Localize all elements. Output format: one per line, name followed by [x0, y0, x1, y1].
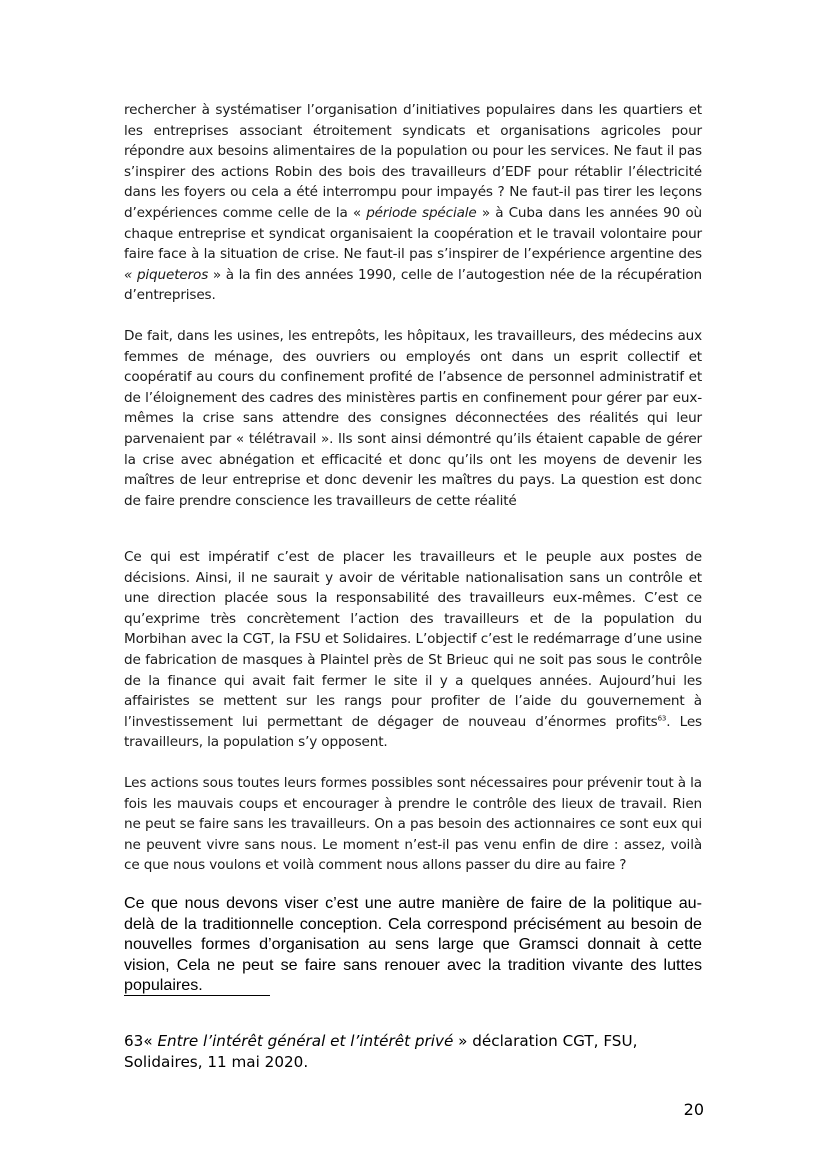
- paragraph-actions: Les actions sous toutes leurs formes possibles sont nécessaires pour prévenir tout à la fois les mauvais coups et encourager à prendre le contrôle des lieux de travail. Rien ne peut se faire sans les travailleurs. On a pas besoin des actionnaires ce sont eux qui ne peuvent vivre sans nous. Le moment n’est-il pas venu enfin de dire : assez, voilà ce que nous voulons et voilà comment nous allons passer du dire au faire ?: [124, 775, 702, 874]
- footnote-quote: «: [143, 1032, 158, 1050]
- page-number: 20: [683, 1100, 704, 1119]
- italic-term: période spéciale: [366, 204, 477, 221]
- paragraph-politique: Ce que nous devons viser c’est une autre manière de faire de la politique au-delà de la traditionnelle conception. Cela correspond précisément au besoin de nouvelles formes d’organisation au sens large que Gramsci donnait à cette vision, Cela ne peut se faire sans renouer avec la tradition vivante des luttes populaires.: [124, 894, 702, 994]
- paragraph-confinement: De fait, dans les usines, les entrepôts, les hôpitaux, les travailleurs, des médecins aux femmes de ménage, des ouvriers ou employés ont dans un esprit collectif et coopératif au cours du confinement profité de l’absence de personnel administratif et de l’éloignement des cadres des ministères partis en confinement pour gérer par eux-mêmes la crise sans attendre des consignes déconnectées des réalités qui leur parvenaient par « télétravail ». Ils sont ainsi démontré qu’ils étaient capable de gérer la crise avec abnégation et efficacité et donc qu’ils ont les moyens de devenir les maîtres de leur entreprise et donc devenir les maîtres du pays. La question est donc de faire prendre conscience les travailleurs de cette réalité: [124, 328, 702, 509]
- paragraph-decisions: [124, 547, 702, 753]
- footnote-title: Entre l’intérêt général et l’intérêt privé: [157, 1032, 454, 1050]
- footnote-reference[interactable]: 63: [657, 714, 667, 723]
- footnote-number: 63: [124, 1032, 144, 1050]
- footnote-text: » déclaration CGT, FSU, Solidaires, 11 mai 2020.: [124, 1032, 638, 1071]
- paragraph-text: . Les travailleurs, la population s’y opposent.: [124, 713, 702, 751]
- paragraph-text: » à Cuba dans les années 90 où chaque entreprise et syndicat organisaient la coopération et le travail volontaire pour faire face à la situation de crise. Ne faut-il pas s’inspirer de l’expérience argentine des: [124, 204, 702, 263]
- paragraph-initiatives: [124, 100, 702, 306]
- paragraph-text: Ce qui est impératif c’est de placer les travailleurs et le peuple aux postes de décisions. Ainsi, il ne saurait y avoir de véritable nationalisation sans un contrôle et une direction placée sous la responsabilité des travailleurs eux-mêmes. C’est ce qu’exprime très concrètement l’action des travailleurs et de la population du Morbihan avec la CGT, la FSU et Solidaires. L’objectif c’est le redémarrage d’une usine de fabrication de masques à Plaintel près de St Brieuc qui ne soit pas sous le contrôle de la finance qui avait fait fermer le site il y a quelques années. Aujourd’hui les affairistes se mettent sur les rangs pour profiter de l’aide du gouvernement à l’investissement lui permettant de dégager de nouveau d’énormes profits: [124, 549, 702, 730]
- paragraph-text: » à la fin des années 1990, celle de l’autogestion née de la récupération d’entreprises.: [124, 266, 702, 304]
- italic-term: « piqueteros: [124, 266, 209, 283]
- footnote: [124, 1031, 714, 1072]
- footnote-separator: [124, 995, 270, 996]
- paragraph-text: rechercher à systématiser l’organisation d’initiatives populaires dans les quartiers et les entreprises associant étroitement syndicats et organisations agricoles pour répondre aux besoins alimentaires de la population ou pour les services. Ne faut il pas s’inspirer des actions Robin des bois des travailleurs d’EDF pour rétablir l’électricité dans les foyers ou cela a été interrompu pour impayés ? Ne faut-il pas tirer les leçons d’expériences comme celle de la «: [124, 102, 702, 221]
